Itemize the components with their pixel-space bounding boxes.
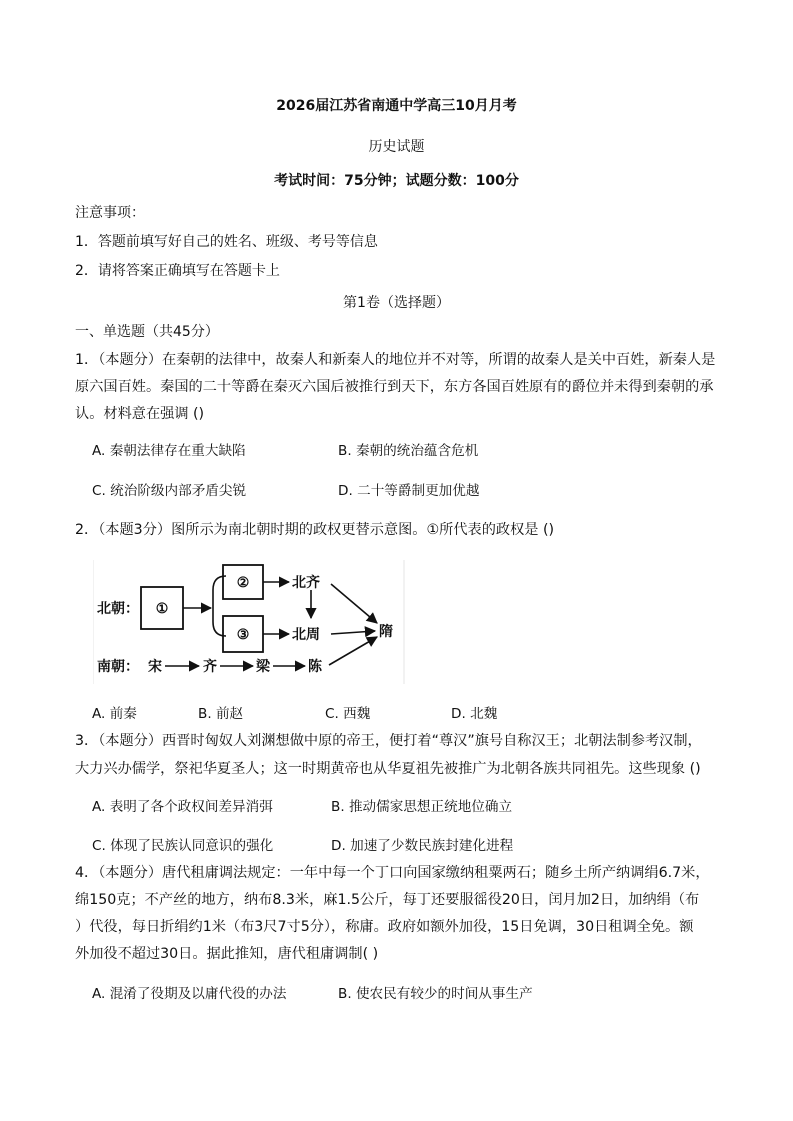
exam-subject: 历史试题 bbox=[368, 139, 425, 155]
north-dynasty-label: 北朝： bbox=[97, 601, 139, 617]
exam-info: 考试时间：75分钟；试题分数：100分 bbox=[274, 173, 519, 189]
sui-label: 隋 bbox=[379, 624, 393, 640]
q4-line-1: 4．（本题分）唐代租庸调法规定：一年中每一个丁口向国家缴纳租粟两石；随乡土所产纳调绢6.7米， bbox=[75, 865, 710, 881]
beiqi-label: 北齐 bbox=[292, 575, 320, 591]
q2-option-c[interactable]: C. 西魏 bbox=[325, 706, 371, 722]
q3-line-2: 大力兴办儒学，祭祀华夏圣人；这一时期黄帝也从华夏祖先被推广为北朝各族共同祖先。这些现象 () bbox=[75, 761, 701, 777]
q1-option-d[interactable]: D. 二十等爵制更加优越 bbox=[338, 483, 480, 499]
q1-line-2: 原六国百姓。秦国的二十等爵在秦灭六国后被推行到天下，东方各国百姓原有的爵位并未得到秦朝的承 bbox=[75, 379, 714, 395]
q3-option-a[interactable]: A. 表明了各个政权间差异消弭 bbox=[92, 799, 273, 815]
q3-option-d[interactable]: D. 加速了少数民族封建化进程 bbox=[331, 838, 514, 854]
q1-option-c[interactable]: C. 统治阶级内部矛盾尖锐 bbox=[92, 483, 247, 499]
south-qi-label: 齐 bbox=[203, 659, 217, 675]
q1-line-1: 1．（本题分）在秦朝的法律中，故秦人和新秦人的地位并不对等，所谓的故秦人是关中百姓，新秦人是 bbox=[75, 352, 716, 368]
arrow-beiqi-sui bbox=[331, 584, 377, 623]
notice-item-1: 1．答题前填写好自己的姓名、班级、考号等信息 bbox=[75, 234, 378, 250]
q4-line-3: ）代役，每日折绢约1米（布3尺7寸5分），称庸。政府如额外加役，15日免调，30日租调全免。额 bbox=[75, 919, 694, 935]
q1-option-a[interactable]: A. 秦朝法律存在重大缺陷 bbox=[92, 443, 246, 459]
q2-option-a[interactable]: A. 前秦 bbox=[92, 706, 137, 722]
q1-option-b[interactable]: B. 秦朝的统治蕴含危机 bbox=[338, 443, 479, 459]
q2-option-d[interactable]: D. 北魏 bbox=[451, 706, 498, 722]
section-title: 一、单选题（共45分） bbox=[75, 324, 219, 340]
split-bracket bbox=[213, 576, 226, 636]
q3-option-b[interactable]: B. 推动儒家思想正统地位确立 bbox=[331, 799, 513, 815]
q2-line-1: 2．（本题3分）图所示为南北朝时期的政权更替示意图。①所代表的政权是 () bbox=[75, 522, 555, 538]
q4-line-4: 外加役不超过30日。据此推知，唐代租庸调制( ) bbox=[75, 946, 379, 962]
q4-option-b[interactable]: B. 使农民有较少的时间从事生产 bbox=[338, 986, 533, 1002]
arrow-beizhou-sui bbox=[331, 631, 375, 634]
notice-item-2: 2．请将答案正确填写在答题卡上 bbox=[75, 263, 280, 279]
q4-line-2: 绵150克；不产丝的地方，纳布8.3米，麻1.5公斤，每丁还要服徭役20日，闰月加2日，加纳绢（布 bbox=[75, 892, 700, 908]
box-3-label: ③ bbox=[236, 627, 250, 643]
box-2-label: ② bbox=[236, 575, 250, 591]
volume-title: 第1卷（选择题） bbox=[343, 295, 450, 311]
south-dynasty-label: 南朝： bbox=[97, 659, 139, 675]
notice-heading: 注意事项： bbox=[75, 205, 145, 221]
south-chen-label: 陈 bbox=[308, 659, 322, 675]
beizhou-label: 北周 bbox=[292, 627, 320, 643]
box-1-label: ① bbox=[155, 601, 169, 617]
regime-diagram bbox=[93, 560, 405, 684]
q3-option-c[interactable]: C. 体现了民族认同意识的强化 bbox=[92, 838, 274, 854]
exam-title: 2026届江苏省南通中学高三10月月考 bbox=[276, 98, 517, 114]
q1-line-3: 认。材料意在强调 () bbox=[75, 406, 205, 422]
q3-line-1: 3．（本题分）西晋时匈奴人刘渊想做中原的帝王，便打着“尊汉”旗号自称汉王；北朝法制参考汉制， bbox=[75, 733, 702, 749]
q4-option-a[interactable]: A. 混淆了役期及以庸代役的办法 bbox=[92, 986, 287, 1002]
arrow-chen-sui bbox=[329, 637, 377, 665]
q2-option-b[interactable]: B. 前赵 bbox=[198, 706, 244, 722]
south-song-label: 宋 bbox=[148, 659, 162, 675]
south-liang-label: 梁 bbox=[256, 659, 270, 675]
